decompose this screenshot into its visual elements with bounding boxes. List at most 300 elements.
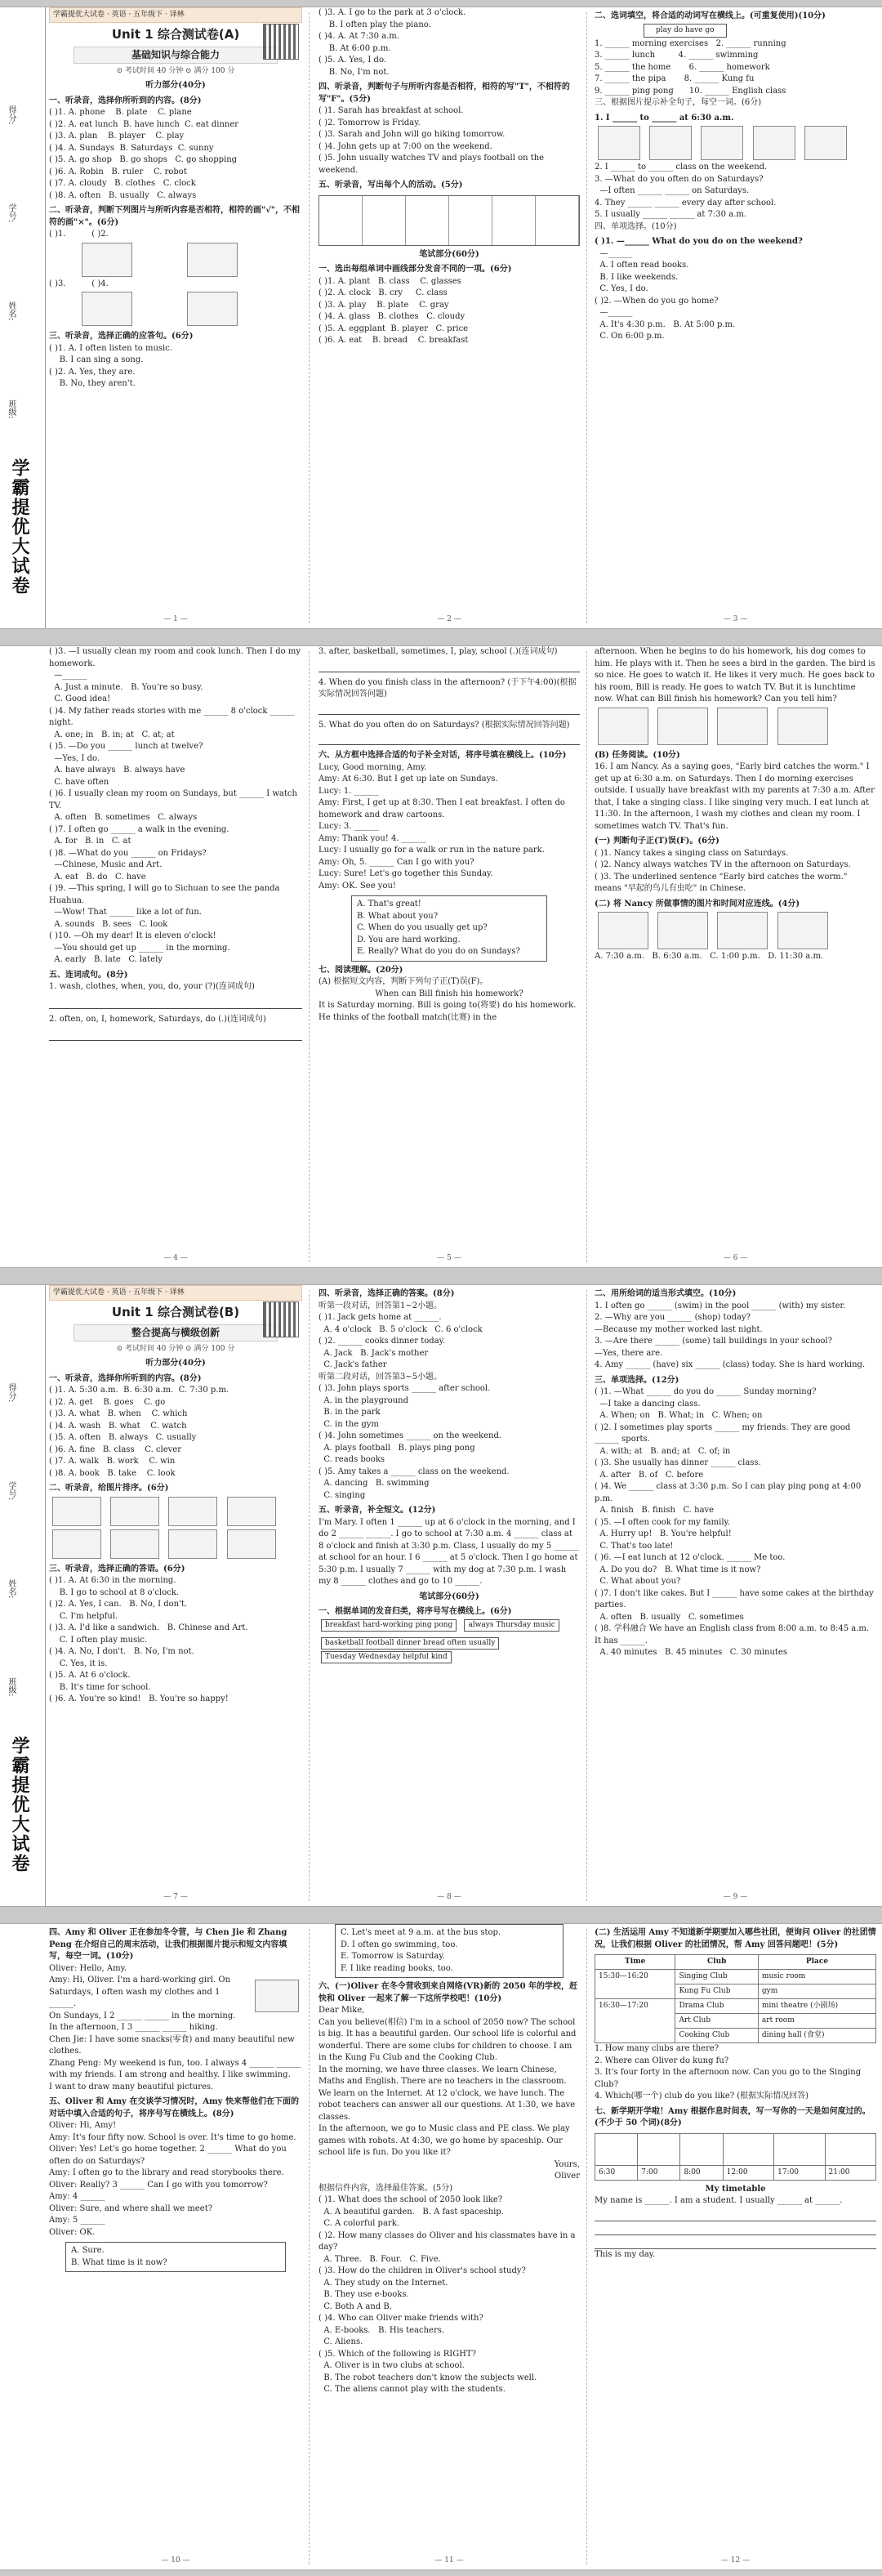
section-heading: 五、听录音，补全短文。(12分) (318, 1506, 436, 1515)
question-item: C. What about you? (595, 1577, 681, 1586)
question-item: C. That's too late! (595, 1541, 674, 1551)
sheet4-column-1 (49, 1924, 302, 2569)
question-item: 9. ______ ping pong 10. ______ English class (595, 86, 786, 96)
reading-title: When can Bill finish his homework? (375, 989, 523, 998)
question-item: B. At 6:00 p.m. (318, 43, 391, 53)
question-item: ( )9. —This spring, I will go to Sichuan to see the panda Huahua. (49, 884, 280, 905)
letter-paragraph: In the morning, we have three classes. We learn Chinese, Maths and English. There are no teachers in the classroom. We learn on the Internet. At 12 o'clock, we have lunch. The robot teachers can answer all our questions. At 1:30, we have classes. (318, 2065, 576, 2122)
question-item: B. I like weekends. (595, 272, 679, 282)
question-item: —______ (595, 308, 633, 318)
question-item: ( )3. Sarah and John will go hiking tomorrow. (318, 130, 506, 139)
table-row (595, 1999, 876, 2014)
question-item: ( )6. I usually clean my room on Sundays, but ______ I watch TV. (49, 789, 297, 810)
question-item: ( )1. Nancy takes a singing class on Saturdays. (595, 848, 789, 858)
name-label: 姓名: (7, 1579, 16, 1599)
picture-row (595, 124, 876, 162)
answer-line[interactable] (595, 2235, 876, 2249)
question-item: ( )5. A. At 6 o'clock. (49, 1671, 131, 1681)
question-item: 7. ______ the pipa 8. ______ Kung fu (595, 74, 755, 84)
dialogue-line: Amy: 5 ______ (49, 2216, 105, 2225)
section-heading: 六、从方框中选择合适的句子补全对话，将序号填在横线上。(10分) (318, 751, 567, 760)
question-item: A. plays football B. plays ping pong (318, 1443, 475, 1453)
dialogue-line: Oliver: Really? 3 ______ Can I go with you tomorrow? (49, 2180, 268, 2190)
question-item: ( )3. How do the children in Oliver's school study? (318, 2266, 526, 2275)
table-header-row (595, 1955, 876, 1970)
question-item: 三、根据图片提示补全句子，每空一词。(6分) (595, 98, 762, 108)
section-heading: 二、听录音，判断下列图片与所听内容是否相符，相符的画"√"，不相符的画"×"。(6分) (49, 206, 300, 227)
brand-logo: 学霸提优大试卷 (9, 1736, 29, 1873)
question-item: ( )5. —I often cook for my family. (595, 1517, 731, 1527)
option-item: D. I often go swimming, too. (341, 1940, 458, 1949)
activity-picture-icon (638, 2133, 680, 2165)
student-id-label: 学号: (7, 1481, 16, 1501)
word-bank: play do have go (644, 24, 727, 38)
place-cell: mini theatre (小剧场) (758, 1999, 875, 2014)
activity-picture-icon (774, 2133, 825, 2165)
question-item: A. have always B. always have (49, 766, 185, 775)
section-heading: (二) 生活运用 Amy 不知道新学期要加入哪些社团，便询问 Oliver 的社团情况，让我们根据 Oliver 的社团情况，帮 Amy 回答问题吧！(5分) (595, 1928, 876, 1949)
column-divider (309, 1929, 310, 2565)
activity-picture-icon (168, 1529, 217, 1559)
time-cell: 16:30—17:20 (595, 1999, 675, 2043)
page-number: — 1 — (163, 614, 188, 623)
section-heading: 四、听录音，判断句子与所听内容是否相符，相符的写"T"，不相符的写"F"。(5分) (318, 83, 570, 104)
question-item: A. often B. sometimes C. always (49, 813, 198, 822)
section-heading: (一) 判断句子正(T)误(F)。(6分) (595, 837, 719, 846)
question-item: 5. I usually ______ ______ at 7:30 a.m. (595, 210, 747, 220)
question-item: ( )1. A. At 6:30 in the morning. (49, 1576, 176, 1586)
dialogue-line: On Sundays, I 2 ______ ______ in the morning. In the afternoon, I 3 ______ ______ hiking. (49, 2011, 236, 2032)
club-cell: Art Club (675, 2014, 758, 2029)
option-item: F. I like reading books, too. (341, 1963, 453, 1973)
question-item: ( )5. —Do you ______ lunch at twelve? (49, 742, 203, 751)
question-item: 1. I often go ______ (swim) in the pool ______ (with) my sister. (595, 1301, 846, 1310)
sheet1-column-1 (49, 7, 302, 628)
question-item: ( )4. John gets up at 7:00 on the weekend. (318, 141, 492, 151)
time-options: A. 7:30 a.m. B. 6:30 a.m. C. 1:00 p.m. D. 11:30 a.m. (595, 952, 824, 961)
options-box (65, 2242, 286, 2272)
timetable-picture-row (595, 2133, 876, 2181)
activity-picture-icon (595, 2133, 638, 2165)
question-item: ( )3. A. plan B. player C. play (49, 132, 185, 141)
exam-meta: ⊙ 考试时间 40 分钟 ⊙ 满分 100 分 (116, 1345, 235, 1354)
question-item: C. Yes, it is. (49, 1659, 108, 1668)
question-item: A. for B. in C. at (49, 837, 131, 846)
question-item: ( )1. A. 5:30 a.m. B. 6:30 a.m. C. 7:30 p.m. (49, 1386, 229, 1395)
club-cell: Singing Club (675, 1970, 758, 1984)
question-item: B. No, I'm not. (318, 67, 390, 77)
activity-picture-icon (52, 1529, 101, 1559)
place-cell: gym (758, 1984, 875, 1999)
dialogue-line: Lucy: 1. ______ (318, 786, 379, 796)
activity-picture-icon (598, 912, 648, 949)
answer-line[interactable] (595, 2208, 876, 2221)
question-item: ( )3. The underlined sentence "Early bird catches the worm." means "早起的鸟儿有虫吃" in Chinese. (595, 872, 848, 893)
section-heading: 五、连词成句。(8分) (49, 970, 128, 980)
class-label: 班级: (7, 1677, 16, 1697)
question-item: 1. wash, clothes, when, you, do, your (?)(连词成句) (49, 982, 255, 991)
writing-ending: This is my day. (595, 2249, 656, 2259)
club-cell: Drama Club (675, 1999, 758, 2014)
question-list (49, 96, 302, 391)
section-heading: 1. I ______ to ______ at 6:30 a.m. (595, 113, 734, 123)
question-item: ( )5. A. often B. always C. usually (49, 1433, 197, 1443)
option-item: B. What time is it now? (71, 2257, 167, 2267)
question-item: ( )1. —What ______ do you do ______ Sunday morning? (595, 1387, 817, 1396)
section-heading: 二、选词填空，将合适的动词写在横线上。(可重复使用)(10分) (595, 11, 826, 20)
question-item: ( )7. I often go ______ a walk in the evening. (49, 824, 229, 834)
dialogue-line: Lucy: 3. ______ (318, 822, 379, 831)
question-item: B. I can sing a song. (49, 355, 144, 365)
section-heading: 七、阅读理解。(20分) (318, 965, 403, 975)
dialogue-line: Chen Jie: I have some snacks(零食) and many beautiful new clothes. (49, 2034, 295, 2056)
question-item: B. The robot teachers don't know the subjects well. (318, 2373, 537, 2382)
question-item: ( )3. A. I go to the park at 3 o'clock. (318, 8, 466, 17)
sheet3-column-2 (318, 1285, 580, 1906)
question-item: ( )8. A. book B. take C. look (49, 1468, 176, 1478)
column-divider (309, 651, 310, 1262)
answer-line[interactable] (595, 2221, 876, 2235)
question-item: ( )7. A. walk B. work C. win (49, 1457, 176, 1467)
question-item: ( )6. A. You're so kind! B. You're so happy! (49, 1694, 229, 1704)
question-item: ( )1. Sarah has breakfast at school. (318, 106, 464, 115)
dialogue-line: Amy: Hi, Oliver. I'm a hard-working girl. On Saturdays, I often wash my clothes and 1 ______. (49, 1976, 231, 2008)
question-item: A. in the playground (318, 1395, 409, 1405)
written-part-title: 笔试部分(60分) (419, 1592, 479, 1601)
qr-code-icon[interactable] (263, 1301, 299, 1337)
time-cell: 8:00 (680, 2165, 723, 2180)
question-item: 4. Which(哪一个) club do you like? (根据实际情况回答) (595, 2092, 809, 2101)
picture-question-row: ( )3. ( )4. (49, 279, 109, 288)
question-item: 2. I ______ to ______ class on the weekend. (595, 163, 768, 172)
question-item: A. Three. B. Four. C. Five. (318, 2254, 441, 2264)
header-band: 学霸提优大试卷 · 英语 · 五年级下 · 译林 (49, 7, 302, 23)
option-item: C. When do you usually get up? (357, 923, 488, 932)
student-info-sidebar (0, 7, 46, 628)
column-divider (586, 1290, 587, 1901)
activity-picture-icon (804, 126, 847, 160)
section-heading: 四、听录音，选择正确的答案。(8分) (318, 1289, 455, 1298)
question-item: C. I often play music. (49, 1635, 148, 1645)
question-item: —Chinese, Music and Art. (49, 860, 163, 869)
letter-greeting: Dear Mike, (318, 2006, 365, 2015)
picture-question-row: ( )1. ( )2. (49, 230, 109, 239)
time-cell: 17:00 (774, 2165, 825, 2180)
activity-picture-icon (657, 912, 708, 949)
activity-picture-icon (227, 1529, 276, 1559)
question-item: ( )1. A. plant B. class C. glasses (318, 276, 461, 286)
section-heading: 五、Oliver 和 Amy 在交谈学习情况时，Amy 快来帮他们在下面的对话中填入合适的句子，将序号写在横线上。(8分) (49, 2097, 299, 2118)
writing-title: My timetable (705, 2184, 766, 2194)
question-item: B. No, they aren't. (49, 379, 136, 389)
question-item: ( )3. A. play B. plate C. gray (318, 300, 449, 310)
activity-picture-icon (52, 1497, 101, 1526)
header-band: 学霸提优大试卷 · 英语 · 五年级下 · 译林 (49, 1285, 302, 1301)
question-item: A. Jack B. Jack's mother (318, 1348, 429, 1358)
reading-passage: 16. I am Nancy. As a saying goes, "Early bird catches the worm." I get up at 6:30 a.m. on Saturdays. Then I do morning exercises outside. I usually have breakfast with my parents at 7:30 a.m. After that, I take a singing class. I like singing very much. I eat lunch at 11:30. In the afternoon, I wash my clothes and clean my room. I sometimes watch TV. That's fun. (595, 762, 875, 831)
sheet-1 (0, 7, 882, 629)
question-item: C. Yes, I do. (595, 284, 648, 294)
question-item: A. with; at B. and; at C. of; in (595, 1446, 731, 1456)
question-item: —Because my mother worked last night. (595, 1324, 763, 1334)
question-item: A. one; in B. in; at C. at; at (49, 730, 175, 739)
question-item: C. in the gym (318, 1419, 379, 1429)
question-item: C. Both A and B. (318, 2301, 392, 2311)
dialogue-line: Amy: Oh, 5. ______ Can I go with you? (318, 857, 474, 867)
option-item: A. Sure. (71, 2246, 105, 2255)
page-number: — 6 — (723, 1253, 748, 1262)
student-info-sidebar (0, 1285, 46, 1906)
listening-part-title: 听力部分(40分) (145, 1359, 206, 1368)
option-item: B. What about you? (357, 911, 439, 921)
answer-line[interactable] (49, 1025, 302, 1041)
question-item: ( )5. Amy takes a ______ class on the weekend. (318, 1467, 510, 1476)
column-header: Time (595, 1955, 675, 1970)
page-number: — 2 — (437, 614, 461, 623)
question-item: ( )2. A. clock B. cry C. class (318, 288, 448, 297)
question-item: ( )2. I sometimes play sports ______ my friends. They are good ______ sports. (595, 1422, 851, 1444)
time-cell: 6:30 (595, 2165, 638, 2180)
reading-instruction: (A) 根据短文内容，判断下列句子正(T)误(F)。 (318, 977, 488, 986)
question-item: C. Jack's father (318, 1360, 387, 1369)
page-number: — 12 — (720, 2556, 751, 2565)
question-item: ( )6. A. eat B. bread C. breakfast (318, 336, 469, 345)
question-item: C. On 6:00 p.m. (595, 332, 665, 342)
paper-subtitle: 整合提高与横级创新 (74, 1324, 278, 1342)
question-item: A. Oliver is in two clubs at school. (318, 2361, 465, 2370)
question-item: ( )4. We ______ class at 3:30 p.m. So I can play ping pong at 4:00 p.m. (595, 1482, 862, 1503)
activity-picture-icon (825, 2133, 875, 2165)
activity-picture-icon (680, 2133, 723, 2165)
question-item: —Yes, I do. (49, 753, 100, 763)
question-item: ( )5. John usually watches TV and plays football on the weekend. (318, 154, 545, 175)
question-item: —Yes, there are. (595, 1348, 663, 1358)
activity-picture-icon (168, 1497, 217, 1526)
activity-picture-icon (777, 708, 828, 745)
dialogue-line: Amy: 4 ______ (49, 2192, 105, 2201)
question-item: 四、单项选择。(10分) (595, 221, 677, 231)
section-heading: 一、听录音，选择你所听到的内容。(8分) (49, 96, 202, 105)
option-item: E. Tomorrow is Saturday. (341, 1952, 445, 1961)
sheet4-column-2 (318, 1924, 580, 2569)
club-table (595, 1954, 876, 2043)
picture-row (49, 1495, 302, 1560)
question-item: C. singing (318, 1490, 366, 1500)
answer-line[interactable] (318, 701, 580, 715)
question-item: A. sounds B. sees C. look (49, 919, 168, 929)
question-item: ( )4. Who can Oliver make friends with? (318, 2314, 483, 2323)
sheet3-column-3 (595, 1285, 876, 1906)
category-houses: Tuesday Wednesday helpful kind (321, 1651, 452, 1663)
sheet1-column-3 (595, 7, 876, 628)
table-row (595, 1970, 876, 1984)
sheet2-column-1 (49, 646, 302, 1267)
question-item: ( )2. A. Yes, they are. (49, 367, 136, 377)
place-cell: music room (758, 1970, 875, 1984)
question-item: 4. When do you finish class in the afternoon? (于下午4:00)(根据实际情况回答问题) (318, 677, 577, 699)
page-number: — 9 — (723, 1892, 748, 1901)
question-item: ( )4. A. At 7:30 a.m. (318, 32, 399, 41)
section-heading: 二、用所给词的适当形式填空。(10分) (595, 1289, 737, 1298)
question-item: —You should get up ______ in the morning. (49, 943, 230, 953)
dialogue-line: Oliver: Hello, Amy. (49, 1963, 127, 1973)
question-item: ( )2. A. get B. goes C. go (49, 1397, 166, 1407)
question-item: B. I often play the piano. (318, 20, 431, 29)
club-cell: Kung Fu Club (675, 1984, 758, 1999)
clock-picture-icon (82, 243, 132, 277)
section-heading: (二) 将 Nancy 所做事情的图片和时间对应连线。(4分) (595, 899, 800, 909)
clothes-picture-icon (82, 292, 132, 326)
activity-picture-icon (701, 126, 743, 160)
clock-picture-icon (187, 292, 238, 326)
dialogue-line: Oliver: Sure, and where shall we meet? (49, 2203, 213, 2213)
option-item: C. Let's meet at 9 a.m. at the bus stop. (341, 1928, 501, 1937)
question-item: A. I often read books. (595, 261, 689, 270)
dialogue-line: Lucy: Sure! Let's go together this Sunday. (318, 869, 493, 878)
qr-code-icon[interactable] (263, 24, 299, 60)
activity-picture-icon (598, 126, 640, 160)
question-item: A. eat B. do C. have (49, 872, 146, 882)
question-item: 1. How many clubs are there? (595, 2044, 719, 2054)
dialogue-line: Oliver: OK. (49, 2227, 96, 2237)
paper-subtitle: 基础知识与综合能力 (74, 47, 278, 64)
question-item: B. in the park (318, 1408, 381, 1417)
activity-picture-icon (777, 912, 828, 949)
sheet3-column-1 (49, 1285, 302, 1906)
unit-title: Unit 1 综合测试卷(A) (111, 27, 240, 42)
question-item: 3. —What do you often do on Saturdays? (595, 174, 764, 184)
letter-closing: Yours, (554, 2159, 580, 2169)
activity-picture-icon (255, 1980, 299, 2012)
question-item: A. often B. usually C. sometimes (595, 1612, 744, 1622)
section-heading: 三、听录音，选择正确的应答句。(6分) (49, 332, 194, 342)
question-item: —______ (49, 671, 87, 680)
table-row (595, 2133, 876, 2165)
question-item: ( )4. A. Sundays B. Saturdays C. sunny (49, 143, 214, 153)
letter-signature: Oliver (555, 2172, 580, 2181)
sheet2-column-2 (318, 646, 580, 1267)
activity-picture-icon (649, 126, 692, 160)
question-item: 3. —Are there ______ (some) tall buildings in your school? (595, 1337, 832, 1346)
question-item: ( )5. A. go shop B. go shops C. go shopping (49, 155, 238, 165)
time-cell: 12:00 (723, 2165, 773, 2180)
question-item: ( )3. She usually has dinner ______ class. (595, 1458, 761, 1467)
page-number: — 10 — (161, 2556, 190, 2565)
option-item: A. That's great! (357, 900, 421, 909)
question-item: 1. ______ morning exercises 2. ______ running (595, 38, 786, 48)
question-item: ( )8. A. often B. usually C. always (49, 190, 197, 200)
word-bank: always Thursday music (464, 1619, 559, 1632)
picture-row (595, 910, 876, 951)
time-cell: 15:30—16:20 (595, 1970, 675, 1999)
page-number: — 8 — (437, 1892, 461, 1901)
place-cell: dining hall (食堂) (758, 2029, 875, 2043)
answer-line[interactable] (49, 993, 302, 1009)
question-item: ( )2. —When do you go home? (595, 296, 719, 306)
question-item: C. Aliens. (318, 2337, 363, 2346)
cloze-passage: I'm Mary. I often 1 ______ up at 6 o'clock in the morning, and I do 2 ______ ______. I go to school at 7:30 a.m. 4 ______ class at 8 o'clock and finish at 3:30 p.m. Class, I usually do my 5 ______ at school for an hour. I 6 ______ at 5 o'clock. Then I go home at 5:30 p.m. I usually 7 ______ with my dog at 7:30 p.m. I wash my 8 ______ clothes and go to 10 ______. (318, 1517, 579, 1586)
question-item: ( )5. A. eggplant B. player C. price (318, 324, 469, 333)
section-heading: 一、选出每组单词中画线部分发音不同的一项。(6分) (318, 265, 512, 274)
options-box (335, 1924, 564, 1978)
column-divider (586, 1929, 587, 2565)
reading-passage: afternoon. When he begins to do his homework, his dog comes to him. He plays with it. Then he sees a bird in the garden. The bird is so nice. He goes to watch it. He likes it very much. He goes back to his room, Bill is ready. He goes to watch TV. But it is lunchtime now. What can Bill finish his homework? Can you tell him? (595, 647, 875, 703)
question-item: C. I'm helpful. (49, 1611, 118, 1621)
question-item: 5. ______ the home 6. ______ homework (595, 62, 770, 72)
question-item: ( )3. —I usually clean my room and cook lunch. Then I do my homework. (49, 647, 301, 668)
question-item: ( )4. John sometimes ______ on the weekend. (318, 1431, 502, 1440)
question-item: ( )3. A. I'd like a sandwich. B. Chinese and Art. (49, 1623, 248, 1633)
question-item: C. A colorful park. (318, 2219, 399, 2228)
question-item: ( )1. A. phone B. plate C. plane (49, 108, 192, 118)
question-item: C. The aliens cannot play with the students. (318, 2385, 506, 2394)
question-item: 4. They ______ ______ every day after school. (595, 198, 777, 208)
answer-line[interactable] (318, 659, 580, 672)
dialogue-line: I want to draw many beautiful pictures. (49, 2082, 214, 2092)
picture-row (595, 706, 876, 747)
question-item: ( )10. —Oh my dear! It is eleven o'clock! (49, 931, 216, 940)
table-row (595, 2165, 876, 2180)
dialogue-line: Amy: OK. See you! (318, 881, 396, 891)
question-item: ( )3. A. what B. when C. which (49, 1409, 188, 1419)
activity-picture-grid (318, 195, 580, 246)
question-item: —I take a dancing class. (595, 1399, 701, 1409)
tv-picture-icon (187, 243, 238, 277)
section-heading: 六、(一)Oliver 在冬令营收到来自网络(VR)新的 2050 年的学校，赶快和 Oliver 一起来了解一下这所学校吧！(10分) (318, 1982, 578, 2003)
section-heading: 一、听录音，选择你所听到的内容。(8分) (49, 1373, 202, 1383)
section-heading: 一、根据单词的发音归类，将序号写在横线上。(6分) (318, 1607, 512, 1616)
column-header: Place (758, 1955, 875, 1970)
question-item: A. 40 minutes B. 45 minutes C. 30 minutes (595, 1648, 787, 1657)
question-item: A. 4 o'clock B. 5 o'clock C. 6 o'clock (318, 1324, 483, 1334)
instruction: 根据信件内容，选择最佳答案。(5分) (318, 2183, 453, 2193)
question-item: ( )3. John plays sports ______ after school. (318, 1384, 491, 1393)
category-houses: basketball football dinner bread often usually (321, 1637, 499, 1650)
page-number: — 4 — (163, 1253, 188, 1262)
activity-picture-icon (227, 1497, 276, 1526)
exam-meta: ⊙ 考试时间 40 分钟 ⊙ 满分 100 分 (116, 67, 235, 76)
sheet2-column-3 (595, 646, 876, 1267)
question-item: ( )1. A. I often listen to music. (49, 343, 173, 353)
answer-line[interactable] (318, 731, 580, 745)
column-divider (309, 1290, 310, 1901)
question-item: ( )1. What does the school of 2050 look like? (318, 2195, 503, 2204)
question-item: —Wow! That ______ like a lot of fun. (49, 908, 202, 917)
question-item: 2. Where can Oliver do kung fu? (595, 2056, 729, 2065)
question-item: ( )5. A. Yes, I do. (318, 56, 386, 65)
question-item: ( )2. A. Yes, I can. B. No, I don't. (49, 1600, 188, 1609)
question-item: A. Hurry up! B. You're helpful! (595, 1529, 732, 1538)
question-item: C. reads books (318, 1455, 385, 1464)
options-box (351, 895, 547, 962)
activity-picture-icon (717, 708, 768, 745)
question-item: B. They use e-books. (318, 2290, 409, 2299)
question-item: ( )7. I don't like cakes. But I ______ have some cakes at the birthday parties. (595, 1588, 874, 1609)
activity-picture-icon (723, 2133, 773, 2165)
question-item: C. have often (49, 777, 109, 787)
question-item: ( )4. My father reads stories with me ______ 8 o'clock ______ night. (49, 706, 295, 727)
dialogue-line: Lucy, Good morning, Amy. (318, 762, 427, 772)
instruction: 听第二段对话，回答第3~5小题。 (318, 1372, 443, 1382)
place-cell: art room (758, 2014, 875, 2029)
dialogue-line: Amy: I often go to the library and read storybooks there. (49, 2168, 284, 2177)
name-label: 姓名: (7, 301, 16, 321)
question-item: 2. often, on, I, homework, Saturdays, do (.)(连词成句) (49, 1014, 266, 1024)
question-item: ( )2. A. eat lunch B. have lunch C. eat dinner (49, 119, 239, 129)
question-item: A. It's 4:30 p.m. B. At 5:00 p.m. (595, 319, 736, 329)
page-number: — 7 — (163, 1892, 188, 1901)
sheet-3 (0, 1284, 882, 1907)
